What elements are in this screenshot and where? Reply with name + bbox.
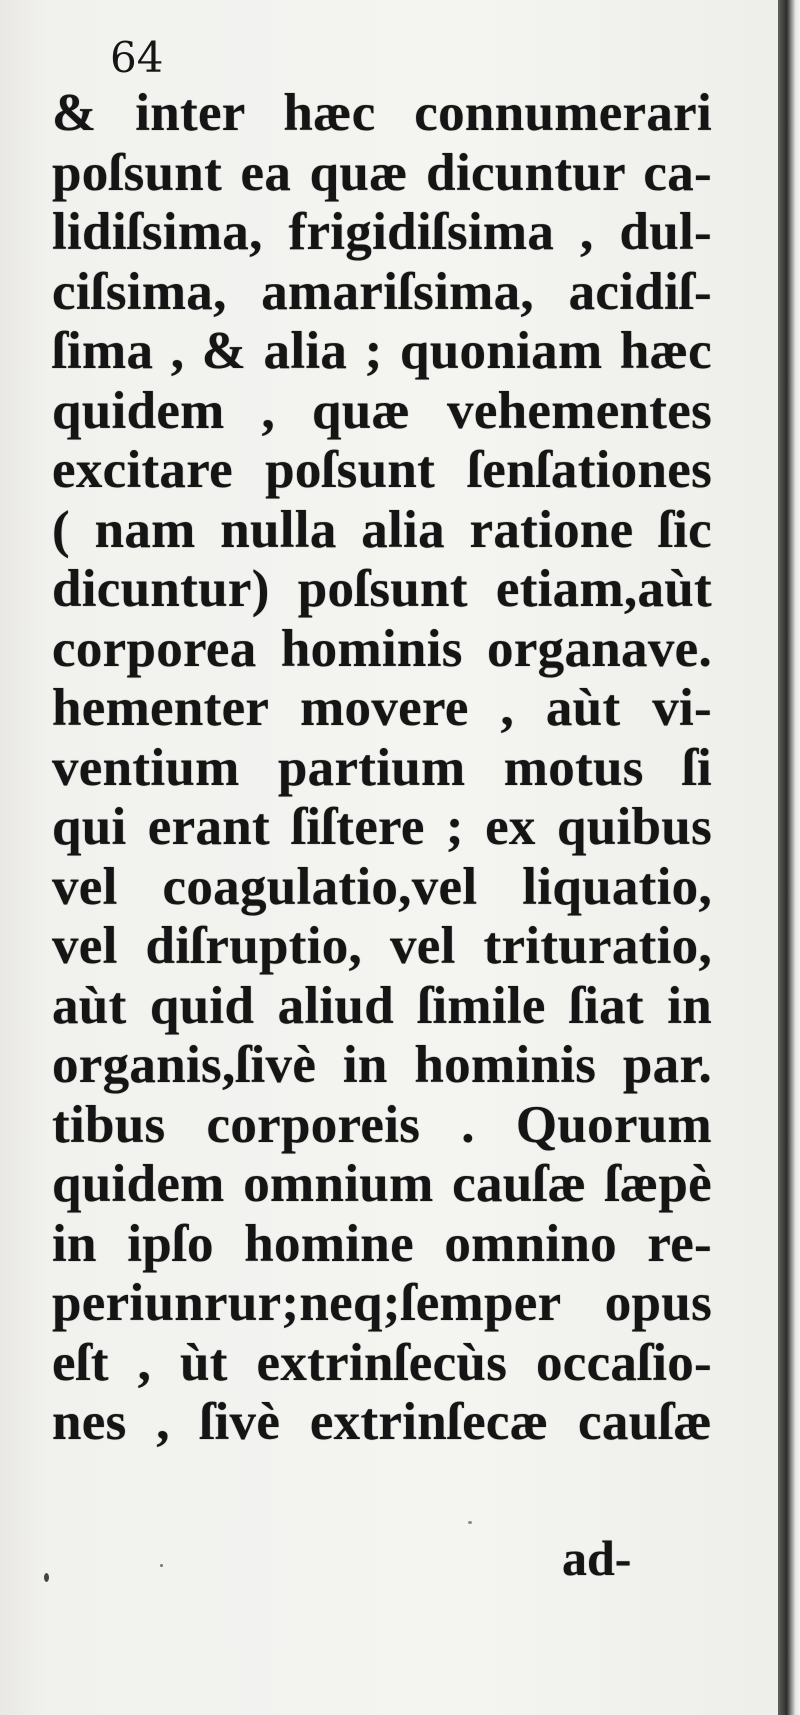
text-line: tibus corporeis . Quorum (52, 1095, 712, 1154)
text-line: ciſsima, amariſsima, acidiſ- (52, 262, 712, 321)
text-line: ſima , & alia ; quoniam hæc (52, 322, 712, 380)
page-number: 64 (110, 33, 164, 82)
text-line: corporea hominis organave. (52, 619, 712, 678)
body-text (52, 84, 712, 1453)
ink-speck (44, 1573, 49, 1582)
text-line: in ipſo homine omnino re- (52, 1214, 712, 1273)
text-line: hementer movere , aùt vi- (52, 679, 712, 737)
catchword: ad- (562, 1530, 632, 1586)
text-line: dicuntur) poſsunt etiam,aùt (52, 560, 712, 618)
text-line: qui erant ſiſtere ; ex quibus (52, 798, 712, 856)
ink-speck (468, 1521, 472, 1524)
text-line: ventium partium motus ſi (52, 738, 712, 797)
ink-speck (160, 1564, 163, 1567)
text-line: lidiſsima, frigidiſsima , dul- (52, 203, 712, 261)
text-line: nes , ſivè extrinſecæ cauſæ (52, 1393, 712, 1451)
text-line: periunrur;neq;ſemper opus (52, 1274, 712, 1332)
text-line: vel coagulatio,vel liquatio, (52, 857, 712, 916)
text-line: poſsunt ea quæ dicuntur ca- (52, 143, 712, 202)
text-line: ( nam nulla alia ratione ſic (52, 500, 712, 559)
text-line: excitare poſsunt ſenſationes (52, 441, 712, 499)
text-line: & inter hæc connumerari (52, 84, 712, 142)
text-line: organis,ſivè in hominis par. (52, 1036, 712, 1094)
text-line: quidem omnium cauſæ ſæpè (52, 1155, 712, 1213)
text-line: eſt , ùt extrinſecùs occaſio- (52, 1333, 712, 1392)
page-edge-shadow (778, 0, 800, 1715)
text-line: vel diſruptio, vel trituratio, (52, 917, 712, 975)
text-line: quidem , quæ vehementes (52, 381, 712, 440)
text-line: aùt quid aliud ſimile ſiat in (52, 976, 712, 1035)
